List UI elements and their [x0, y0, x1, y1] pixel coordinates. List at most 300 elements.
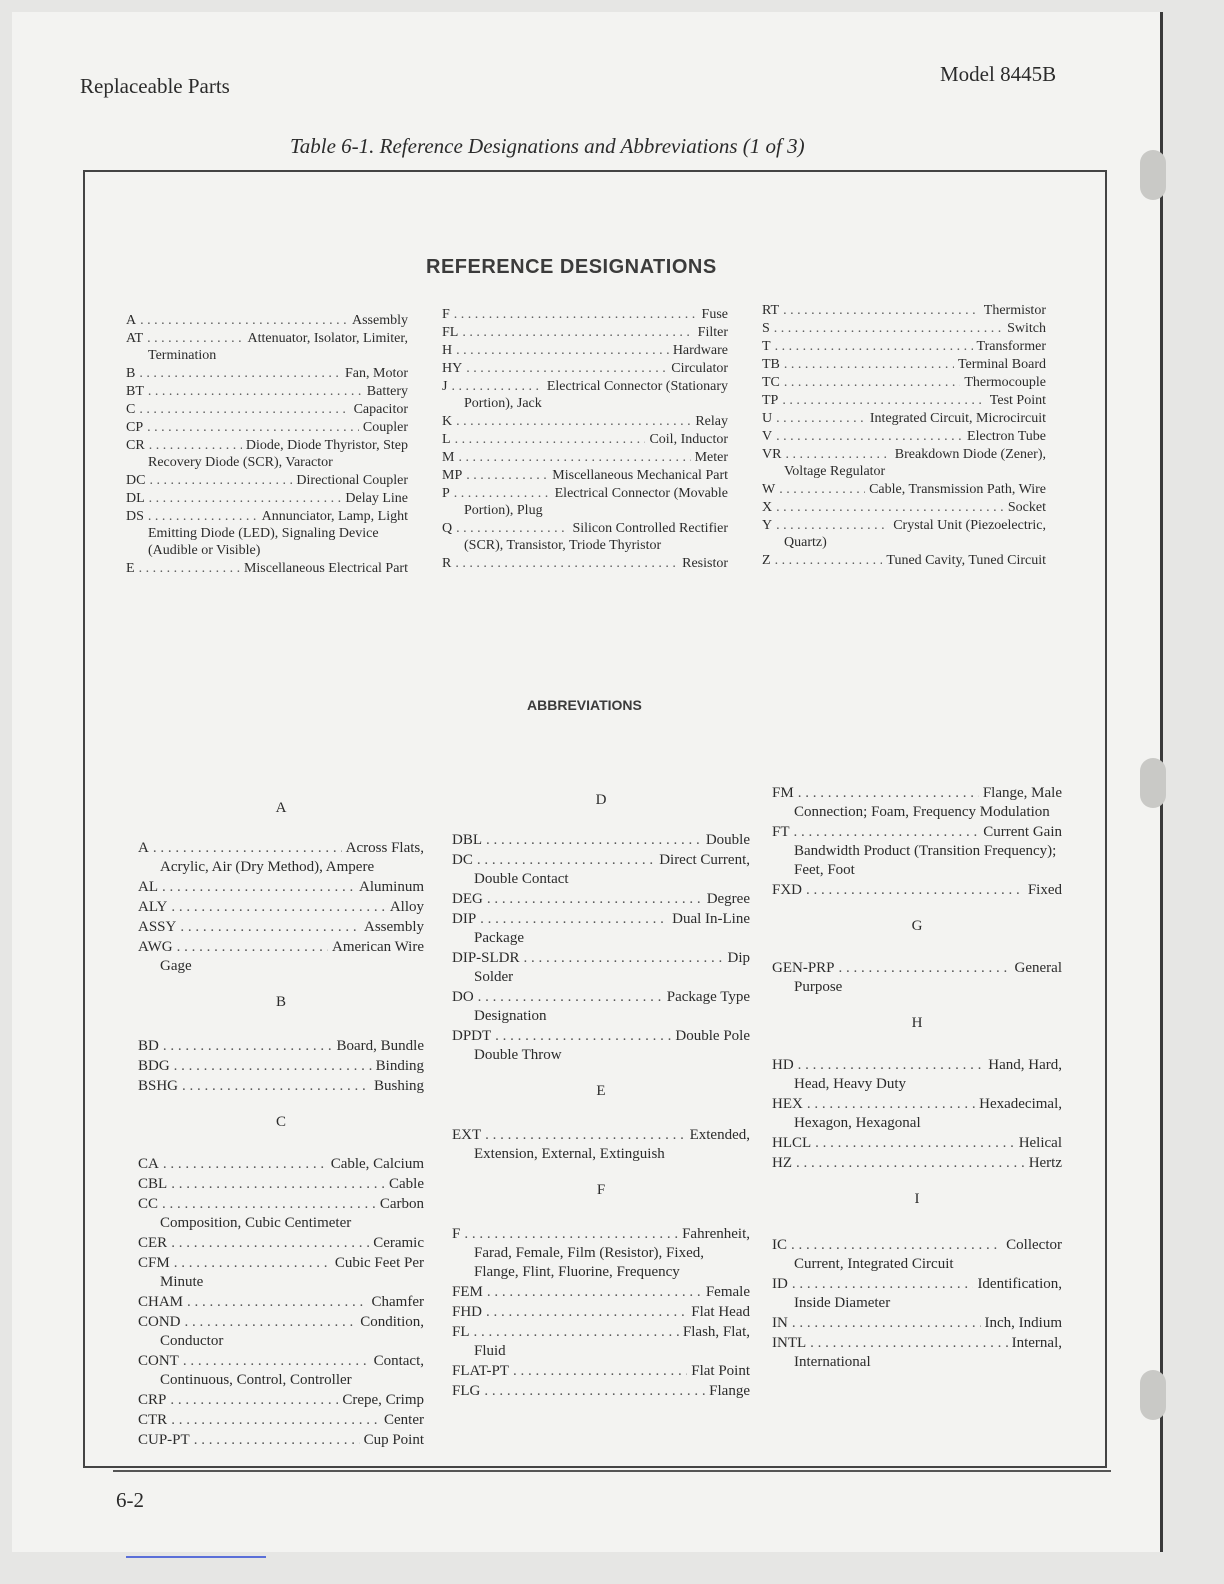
designation-entry	[772, 1134, 1062, 1153]
entry-term: Test Point	[989, 393, 1046, 408]
entry-code: CHAM	[138, 1294, 184, 1310]
leader-dots	[792, 1275, 974, 1294]
entry-term: Transformer	[976, 339, 1046, 354]
leader-dots	[776, 499, 1004, 516]
abbreviation-group	[772, 1015, 1062, 1173]
entry-term: Double	[705, 832, 750, 848]
entry-term: Double Pole	[675, 1028, 750, 1044]
designation-entry	[126, 401, 408, 418]
leader-dots	[478, 988, 663, 1007]
entry-row	[126, 437, 408, 454]
entry-row	[772, 1056, 1062, 1075]
leader-dots	[839, 959, 1011, 978]
entry-row	[138, 1037, 424, 1056]
entry-code: DC	[452, 852, 473, 868]
entry-row	[138, 1155, 424, 1174]
entry-code: DIP-SLDR	[452, 950, 520, 966]
designation-entry	[452, 1362, 750, 1381]
entry-code: HEX	[772, 1096, 803, 1112]
entry-row	[442, 555, 728, 572]
leader-dots	[153, 839, 342, 858]
designation-entry	[138, 1411, 424, 1430]
designation-entry	[442, 413, 728, 430]
entry-row	[442, 413, 728, 430]
designation-entry	[126, 437, 408, 471]
entry-term: Circulator	[671, 361, 728, 376]
entry-row	[762, 320, 1046, 337]
entry-term: Crystal Unit (Piezoelectric,	[893, 518, 1046, 533]
designation-entry	[126, 508, 408, 559]
entry-continuation: Minute	[160, 1274, 204, 1290]
entry-row	[442, 431, 728, 448]
entry-code: FLAT-PT	[452, 1363, 509, 1379]
entry-continuation: Recovery Diode (SCR), Varactor	[148, 455, 333, 470]
designation-entry	[772, 959, 1062, 997]
leader-dots	[792, 1314, 981, 1333]
entry-term: Battery	[366, 384, 408, 399]
group-letter: B	[275, 994, 286, 1010]
entry-row	[772, 1154, 1062, 1173]
entry-term: Collector	[1006, 1237, 1062, 1253]
leader-dots	[486, 1303, 687, 1322]
reference-column-1	[126, 312, 408, 578]
entry-row	[126, 490, 408, 507]
entry-row	[772, 959, 1062, 978]
designation-entry	[772, 1095, 1062, 1133]
binder-hole	[1140, 1370, 1166, 1420]
entry-row	[138, 878, 424, 897]
entry-continuation: Double Throw	[474, 1047, 562, 1063]
entry-term: Hardware	[672, 343, 728, 358]
entry-code: X	[762, 500, 773, 515]
entry-continuation: International	[794, 1354, 871, 1370]
entry-term: Filter	[697, 325, 728, 340]
leader-dots	[775, 338, 973, 355]
table-title: Table 6-1. Reference Designations and Abbreviations (1 of 3)	[290, 134, 805, 158]
entry-row	[138, 1195, 424, 1214]
leader-dots	[458, 449, 690, 466]
reference-column-3	[762, 302, 1046, 570]
designation-entry	[452, 1303, 750, 1322]
designation-entry	[762, 481, 1046, 498]
entry-row	[452, 1323, 750, 1342]
entry-term: Fixed	[1027, 882, 1062, 898]
leader-dots	[170, 1391, 338, 1410]
leader-dots	[162, 878, 355, 897]
entry-term: Terminal Board	[957, 357, 1046, 372]
entry-row	[138, 1411, 424, 1430]
leader-dots	[194, 1431, 360, 1450]
entry-code: TP	[762, 393, 779, 408]
entry-row	[452, 1027, 750, 1046]
designation-entry	[138, 1391, 424, 1410]
designation-entry	[138, 1175, 424, 1194]
entry-row	[442, 449, 728, 466]
leader-dots	[139, 560, 240, 577]
entry-code: FL	[442, 325, 459, 340]
leader-dots	[784, 356, 954, 373]
entry-term: Condition,	[360, 1314, 424, 1330]
entry-continuation: Farad, Female, Film (Resistor), Fixed, Flange, Flint, Fluorine, Frequency	[474, 1245, 704, 1280]
entry-term: Cup Point	[363, 1432, 424, 1448]
entry-continuation: Inside Diameter	[794, 1295, 891, 1311]
designation-entry	[138, 839, 424, 877]
entry-term: Hand, Hard,	[988, 1057, 1062, 1073]
leader-dots	[807, 1095, 975, 1114]
entry-code: IC	[772, 1237, 787, 1253]
entry-code: K	[442, 414, 453, 429]
leader-dots	[796, 1154, 1025, 1173]
entry-row	[442, 306, 728, 323]
entry-row	[126, 419, 408, 436]
designation-entry	[452, 1027, 750, 1065]
entry-term: Thermocouple	[964, 375, 1046, 390]
entry-code: CP	[126, 420, 144, 435]
entry-row	[452, 890, 750, 909]
designation-entry	[138, 898, 424, 917]
leader-dots	[187, 1293, 368, 1312]
leader-dots	[524, 949, 724, 968]
leader-dots	[455, 555, 678, 572]
entry-row	[452, 988, 750, 1007]
entry-term: Carbon	[379, 1196, 424, 1212]
entry-continuation: Fluid	[474, 1343, 506, 1359]
entry-term: Dip	[727, 950, 750, 966]
leader-dots	[174, 1057, 372, 1076]
designation-entry	[772, 1275, 1062, 1313]
entry-term: Aluminum	[358, 879, 424, 895]
abbreviations-title: ABBREVIATIONS	[527, 697, 642, 713]
entry-term: Cable, Transmission Path, Wire	[869, 482, 1046, 497]
entry-row	[126, 401, 408, 418]
designation-entry	[772, 823, 1062, 880]
entry-term: Cubic Feet Per	[334, 1255, 424, 1271]
leader-dots	[163, 1037, 333, 1056]
entry-code: C	[126, 402, 136, 417]
leader-dots	[464, 1225, 678, 1244]
reference-column-2	[442, 306, 728, 573]
entry-code: M	[442, 450, 455, 465]
leader-dots	[794, 823, 980, 842]
entry-continuation: Quartz)	[784, 535, 827, 550]
entry-row	[772, 823, 1062, 842]
designation-entry	[772, 881, 1062, 900]
section-header: Replaceable Parts	[80, 74, 230, 98]
entry-row	[772, 1236, 1062, 1255]
entry-row	[762, 446, 1046, 463]
entry-code: DL	[126, 491, 145, 506]
abbreviation-group	[772, 1191, 1062, 1372]
designation-entry	[138, 1077, 424, 1096]
entry-row	[452, 949, 750, 968]
abbreviations-column-3	[772, 784, 1062, 1373]
entry-row	[762, 392, 1046, 409]
designation-entry	[762, 552, 1046, 569]
entry-code: AT	[126, 331, 144, 346]
designation-entry	[442, 467, 728, 484]
entry-row	[762, 517, 1046, 534]
group-letter: A	[275, 800, 287, 816]
leader-dots	[477, 851, 655, 870]
entry-continuation: Double Contact	[474, 871, 569, 887]
entry-row	[772, 1314, 1062, 1333]
entry-row	[126, 365, 408, 382]
designation-entry	[126, 330, 408, 364]
designation-entry	[442, 306, 728, 323]
entry-term: Alloy	[389, 899, 424, 915]
entry-term: Flange, Male	[982, 785, 1062, 801]
entry-code: CTR	[138, 1412, 168, 1428]
designation-entry	[762, 374, 1046, 391]
entry-continuation: Purpose	[794, 979, 843, 995]
entry-term: Hexadecimal,	[979, 1096, 1062, 1112]
designation-entry	[762, 446, 1046, 480]
entry-code: Z	[762, 553, 771, 568]
designation-entry	[762, 356, 1046, 373]
leader-dots	[466, 360, 667, 377]
entry-row	[442, 378, 728, 395]
entry-row	[452, 1225, 750, 1244]
group-letter: E	[596, 1083, 606, 1099]
entry-continuation: Package	[474, 930, 524, 946]
designation-entry	[442, 485, 728, 519]
designation-entry	[138, 1313, 424, 1351]
leader-dots	[495, 1027, 671, 1046]
entry-row	[138, 1254, 424, 1273]
entry-term: Electrical Connector (Stationary	[546, 379, 728, 394]
designation-entry	[138, 1254, 424, 1292]
abbreviations-column-2	[452, 792, 750, 1402]
entry-code: CONT	[138, 1353, 179, 1369]
group-letter: C	[275, 1114, 286, 1130]
abbreviation-group	[452, 1182, 750, 1401]
entry-term: Internal,	[1011, 1335, 1062, 1351]
entry-row	[138, 1391, 424, 1410]
entry-continuation: Termination	[148, 348, 217, 363]
entry-row	[772, 784, 1062, 803]
entry-term: Ceramic	[373, 1235, 424, 1251]
entry-row	[126, 383, 408, 400]
designation-entry	[772, 1236, 1062, 1274]
leader-dots	[779, 481, 865, 498]
designation-entry	[138, 878, 424, 897]
entry-code: VR	[762, 447, 782, 462]
leader-dots	[474, 1323, 679, 1342]
entry-code: HLCL	[772, 1135, 812, 1151]
abbreviation-group	[138, 1114, 424, 1450]
entry-row	[126, 560, 408, 577]
entry-code: S	[762, 321, 770, 336]
entry-term: Annunciator, Lamp, Light	[261, 509, 408, 524]
entry-continuation: Hexagon, Hexagonal	[794, 1115, 921, 1131]
entry-term: Miscellaneous Mechanical Part	[552, 468, 728, 483]
entry-code: ID	[772, 1276, 788, 1292]
entry-term: Female	[705, 1284, 750, 1300]
entry-row	[452, 831, 750, 850]
entry-term: Breakdown Diode (Zener),	[894, 447, 1046, 462]
entry-row	[772, 1095, 1062, 1114]
leader-dots	[454, 485, 551, 502]
entry-code: V	[762, 429, 773, 444]
entry-code: F	[442, 307, 450, 322]
leader-dots	[148, 508, 258, 525]
designation-entry	[138, 1037, 424, 1056]
entry-code: DBL	[452, 832, 482, 848]
entry-continuation: Portion), Jack	[464, 396, 542, 411]
designation-entry	[772, 1154, 1062, 1173]
entry-code: MP	[442, 468, 463, 483]
entry-row	[126, 330, 408, 347]
entry-term: Degree	[706, 891, 750, 907]
leader-dots	[784, 374, 960, 391]
entry-code: CRP	[138, 1392, 167, 1408]
entry-continuation: (SCR), Transistor, Triode Thyristor	[464, 538, 662, 553]
group-letter: D	[595, 792, 607, 808]
entry-code: FL	[452, 1324, 470, 1340]
entry-term: Package Type	[666, 989, 750, 1005]
entry-code: ASSY	[138, 919, 177, 935]
leader-dots	[806, 881, 1024, 900]
designation-entry	[138, 1352, 424, 1390]
designation-entry	[452, 949, 750, 987]
entry-code: FM	[772, 785, 794, 801]
entry-code: BSHG	[138, 1078, 179, 1094]
entry-code: A	[138, 840, 149, 856]
leader-dots	[456, 520, 568, 537]
table-frame-shadow	[113, 1470, 1111, 1472]
entry-row	[126, 312, 408, 329]
leader-dots	[484, 1382, 705, 1401]
entry-code: ALY	[138, 899, 168, 915]
entry-term: General	[1014, 960, 1062, 976]
leader-dots	[148, 383, 363, 400]
designation-entry	[452, 1126, 750, 1164]
designation-entry	[762, 338, 1046, 355]
group-letter: H	[911, 1015, 923, 1031]
leader-dots	[485, 1126, 685, 1145]
designation-entry	[762, 320, 1046, 337]
entry-row	[442, 342, 728, 359]
entry-continuation: Bandwidth Product (Transition Frequency); Feet, Foot	[794, 843, 1057, 878]
leader-dots	[182, 1077, 370, 1096]
entry-row	[452, 851, 750, 870]
designation-entry	[138, 938, 424, 976]
entry-code: J	[442, 379, 448, 394]
entry-row	[762, 410, 1046, 427]
entry-row	[452, 1283, 750, 1302]
designation-entry	[126, 490, 408, 507]
entry-code: AWG	[138, 939, 173, 955]
leader-dots	[782, 392, 985, 409]
leader-dots	[815, 1134, 1015, 1153]
designation-entry	[126, 383, 408, 400]
entry-code: AL	[138, 879, 158, 895]
entry-row	[138, 1352, 424, 1371]
designation-entry	[452, 831, 750, 850]
entry-continuation: Portion), Plug	[464, 503, 543, 518]
leader-dots	[455, 431, 646, 448]
entry-row	[762, 428, 1046, 445]
entry-term: Hertz	[1028, 1155, 1062, 1171]
designation-entry	[442, 360, 728, 377]
leader-dots	[149, 472, 292, 489]
entry-code: EXT	[452, 1127, 482, 1143]
leader-dots	[171, 1234, 369, 1253]
entry-code: U	[762, 411, 773, 426]
entry-code: TC	[762, 375, 780, 390]
entry-code: CER	[138, 1235, 168, 1251]
entry-term: Binding	[375, 1058, 424, 1074]
designation-entry	[452, 1283, 750, 1302]
entry-code: CA	[138, 1156, 159, 1172]
leader-dots	[147, 330, 243, 347]
entry-code: CBL	[138, 1176, 168, 1192]
abbreviation-group	[138, 994, 424, 1096]
leader-dots	[783, 302, 980, 319]
entry-code: R	[442, 556, 452, 571]
entry-term: Resistor	[682, 556, 728, 571]
entry-code: IN	[772, 1315, 788, 1331]
leader-dots	[149, 490, 342, 507]
abbreviation-group	[138, 800, 424, 976]
entry-code: COND	[138, 1314, 181, 1330]
entry-row	[442, 485, 728, 502]
leader-dots	[513, 1362, 687, 1381]
entry-code: B	[126, 366, 136, 381]
entry-code: DPDT	[452, 1028, 492, 1044]
model-header: Model 8445B	[940, 62, 1057, 86]
designation-entry	[126, 472, 408, 489]
entry-code: H	[442, 343, 453, 358]
entry-row	[138, 1234, 424, 1253]
designation-entry	[442, 342, 728, 359]
entry-code: CFM	[138, 1255, 170, 1271]
leader-dots	[139, 401, 349, 418]
designation-entry	[762, 517, 1046, 551]
entry-term: Center	[384, 1412, 424, 1428]
entry-code: A	[126, 313, 137, 328]
entry-term: Coil, Inductor	[649, 432, 728, 447]
entry-term: Directional Coupler	[296, 473, 408, 488]
entry-row	[138, 1293, 424, 1312]
entry-term: Contact,	[373, 1353, 424, 1369]
designation-entry	[126, 312, 408, 329]
entry-code: P	[442, 486, 450, 501]
leader-dots	[171, 1411, 380, 1430]
designation-entry	[772, 1314, 1062, 1333]
entry-term: Fahrenheit,	[682, 1226, 750, 1242]
designation-entry	[452, 890, 750, 909]
designation-entry	[126, 419, 408, 436]
designation-entry	[452, 1382, 750, 1401]
designation-entry	[138, 1155, 424, 1174]
designation-entry	[772, 1334, 1062, 1372]
entry-term: Chamfer	[371, 1294, 424, 1310]
entry-code: HY	[442, 361, 463, 376]
designation-entry	[442, 431, 728, 448]
leader-dots	[480, 910, 668, 929]
entry-code: FT	[772, 824, 790, 840]
entry-code: DIP	[452, 911, 477, 927]
designation-entry	[772, 784, 1062, 822]
abbreviations-column-1	[138, 800, 424, 1451]
entry-code: BT	[126, 384, 144, 399]
designation-entry	[138, 1431, 424, 1450]
entry-row	[762, 356, 1046, 373]
entry-code: FHD	[452, 1304, 483, 1320]
entry-code: Y	[762, 518, 773, 533]
entry-continuation: Emitting Diode (LED), Signaling Device (Audible or Visible)	[148, 526, 379, 558]
